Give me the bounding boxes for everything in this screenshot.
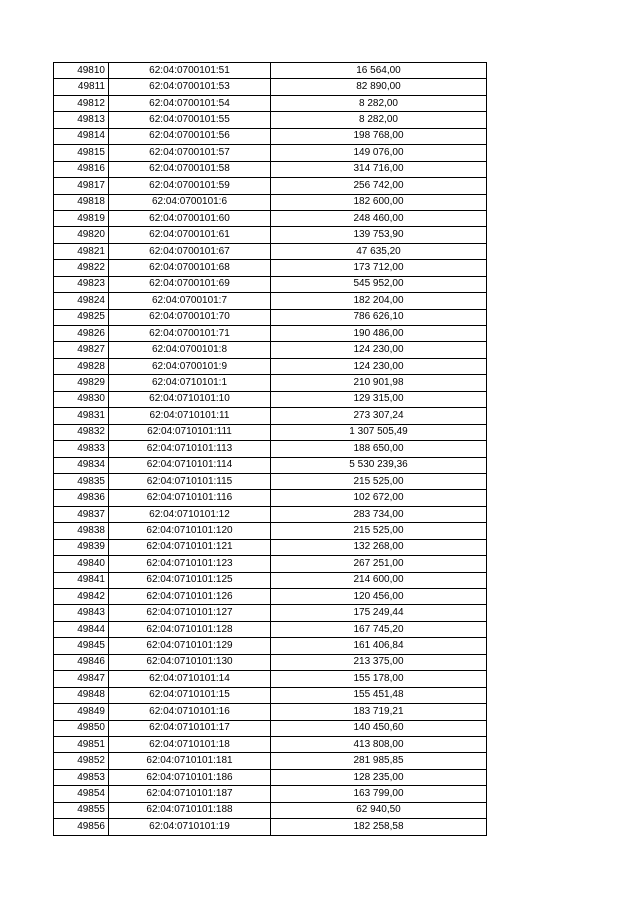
value-cell: 215 525,00 <box>271 523 487 539</box>
row-number-cell: 49848 <box>54 687 109 703</box>
row-number-cell: 49818 <box>54 194 109 210</box>
value-cell: 188 650,00 <box>271 441 487 457</box>
table-row <box>54 802 487 818</box>
row-number-cell: 49823 <box>54 276 109 292</box>
value-cell: 16 564,00 <box>271 63 487 79</box>
cadastral-number-cell: 62:04:0700101:51 <box>109 63 271 79</box>
row-number-cell: 49844 <box>54 621 109 637</box>
row-number-cell: 49827 <box>54 342 109 358</box>
table-row <box>54 63 487 79</box>
cadastral-number-cell: 62:04:0710101:114 <box>109 457 271 473</box>
cadastral-number-cell: 62:04:0710101:113 <box>109 441 271 457</box>
table-row <box>54 424 487 440</box>
row-number-cell: 49836 <box>54 490 109 506</box>
value-cell: 62 940,50 <box>271 802 487 818</box>
row-number-cell: 49852 <box>54 753 109 769</box>
row-number-cell: 49812 <box>54 95 109 111</box>
cadastral-number-cell: 62:04:0700101:56 <box>109 128 271 144</box>
row-number-cell: 49843 <box>54 605 109 621</box>
cadastral-number-cell: 62:04:0710101:15 <box>109 687 271 703</box>
table-row <box>54 293 487 309</box>
row-number-cell: 49845 <box>54 638 109 654</box>
row-number-cell: 49846 <box>54 654 109 670</box>
row-number-cell: 49837 <box>54 506 109 522</box>
row-number-cell: 49813 <box>54 112 109 128</box>
cadastral-number-cell: 62:04:0710101:125 <box>109 572 271 588</box>
table-row <box>54 523 487 539</box>
row-number-cell: 49838 <box>54 523 109 539</box>
table-row <box>54 704 487 720</box>
table-row <box>54 408 487 424</box>
value-cell: 182 600,00 <box>271 194 487 210</box>
value-cell: 314 716,00 <box>271 161 487 177</box>
table-row <box>54 145 487 161</box>
row-number-cell: 49829 <box>54 375 109 391</box>
cadastral-number-cell: 62:04:0710101:111 <box>109 424 271 440</box>
cadastral-number-cell: 62:04:0700101:7 <box>109 293 271 309</box>
value-cell: 281 985,85 <box>271 753 487 769</box>
value-cell: 215 525,00 <box>271 473 487 489</box>
row-number-cell: 49835 <box>54 473 109 489</box>
row-number-cell: 49826 <box>54 326 109 342</box>
table-row <box>54 506 487 522</box>
value-cell: 190 486,00 <box>271 326 487 342</box>
table-row <box>54 473 487 489</box>
row-number-cell: 49819 <box>54 210 109 226</box>
table-row <box>54 161 487 177</box>
row-number-cell: 49821 <box>54 243 109 259</box>
value-cell: 129 315,00 <box>271 391 487 407</box>
table-row <box>54 457 487 473</box>
cadastral-number-cell: 62:04:0710101:14 <box>109 671 271 687</box>
cadastral-number-cell: 62:04:0710101:11 <box>109 408 271 424</box>
value-cell: 1 307 505,49 <box>271 424 487 440</box>
cadastral-number-cell: 62:04:0710101:115 <box>109 473 271 489</box>
cadastral-number-cell: 62:04:0710101:128 <box>109 621 271 637</box>
table-row <box>54 260 487 276</box>
value-cell: 8 282,00 <box>271 112 487 128</box>
cadastral-number-cell: 62:04:0710101:116 <box>109 490 271 506</box>
value-cell: 210 901,98 <box>271 375 487 391</box>
cadastral-number-cell: 62:04:0700101:61 <box>109 227 271 243</box>
cadastral-number-cell: 62:04:0700101:70 <box>109 309 271 325</box>
table-row <box>54 556 487 572</box>
table-row <box>54 326 487 342</box>
value-cell: 256 742,00 <box>271 178 487 194</box>
cadastral-number-cell: 62:04:0710101:121 <box>109 539 271 555</box>
table-row <box>54 112 487 128</box>
value-cell: 149 076,00 <box>271 145 487 161</box>
cadastral-number-cell: 62:04:0710101:120 <box>109 523 271 539</box>
cadastral-number-cell: 62:04:0700101:60 <box>109 210 271 226</box>
table-row <box>54 671 487 687</box>
table-row <box>54 227 487 243</box>
value-cell: 124 230,00 <box>271 342 487 358</box>
row-number-cell: 49853 <box>54 769 109 785</box>
value-cell: 47 635,20 <box>271 243 487 259</box>
row-number-cell: 49854 <box>54 786 109 802</box>
value-cell: 124 230,00 <box>271 358 487 374</box>
table-row <box>54 638 487 654</box>
table-row <box>54 128 487 144</box>
value-cell: 214 600,00 <box>271 572 487 588</box>
table-row <box>54 375 487 391</box>
cadastral-number-cell: 62:04:0710101:17 <box>109 720 271 736</box>
table-body <box>54 63 487 836</box>
row-number-cell: 49820 <box>54 227 109 243</box>
table-row <box>54 358 487 374</box>
table-row <box>54 769 487 785</box>
value-cell: 213 375,00 <box>271 654 487 670</box>
value-cell: 5 530 239,36 <box>271 457 487 473</box>
cadastral-number-cell: 62:04:0710101:126 <box>109 589 271 605</box>
value-cell: 182 204,00 <box>271 293 487 309</box>
table-row <box>54 753 487 769</box>
table-row <box>54 736 487 752</box>
row-number-cell: 49832 <box>54 424 109 440</box>
table-row <box>54 194 487 210</box>
cadastral-number-cell: 62:04:0710101:19 <box>109 819 271 835</box>
table-row <box>54 786 487 802</box>
cadastral-number-cell: 62:04:0710101:127 <box>109 605 271 621</box>
row-number-cell: 49834 <box>54 457 109 473</box>
table-row <box>54 243 487 259</box>
value-cell: 167 745,20 <box>271 621 487 637</box>
value-cell: 545 952,00 <box>271 276 487 292</box>
table-row <box>54 819 487 835</box>
cadastral-number-cell: 62:04:0710101:130 <box>109 654 271 670</box>
cadastral-number-cell: 62:04:0710101:16 <box>109 704 271 720</box>
row-number-cell: 49842 <box>54 589 109 605</box>
cadastral-number-cell: 62:04:0710101:18 <box>109 736 271 752</box>
table-row <box>54 572 487 588</box>
row-number-cell: 49816 <box>54 161 109 177</box>
row-number-cell: 49855 <box>54 802 109 818</box>
table-row <box>54 605 487 621</box>
row-number-cell: 49850 <box>54 720 109 736</box>
cadastral-number-cell: 62:04:0700101:59 <box>109 178 271 194</box>
value-cell: 139 753,90 <box>271 227 487 243</box>
value-cell: 82 890,00 <box>271 79 487 95</box>
cadastral-number-cell: 62:04:0710101:188 <box>109 802 271 818</box>
cadastral-number-cell: 62:04:0700101:58 <box>109 161 271 177</box>
value-cell: 163 799,00 <box>271 786 487 802</box>
value-cell: 273 307,24 <box>271 408 487 424</box>
row-number-cell: 49824 <box>54 293 109 309</box>
row-number-cell: 49856 <box>54 819 109 835</box>
cadastral-number-cell: 62:04:0700101:53 <box>109 79 271 95</box>
table-row <box>54 589 487 605</box>
row-number-cell: 49815 <box>54 145 109 161</box>
table-row <box>54 490 487 506</box>
value-cell: 413 808,00 <box>271 736 487 752</box>
value-cell: 183 719,21 <box>271 704 487 720</box>
row-number-cell: 49839 <box>54 539 109 555</box>
cadastral-number-cell: 62:04:0700101:68 <box>109 260 271 276</box>
table-row <box>54 621 487 637</box>
row-number-cell: 49830 <box>54 391 109 407</box>
table-row <box>54 95 487 111</box>
table-row <box>54 720 487 736</box>
row-number-cell: 49831 <box>54 408 109 424</box>
row-number-cell: 49841 <box>54 572 109 588</box>
cadastral-number-cell: 62:04:0700101:8 <box>109 342 271 358</box>
value-cell: 8 282,00 <box>271 95 487 111</box>
value-cell: 267 251,00 <box>271 556 487 572</box>
table-row <box>54 79 487 95</box>
value-cell: 140 450,60 <box>271 720 487 736</box>
value-cell: 248 460,00 <box>271 210 487 226</box>
cadastral-number-cell: 62:04:0700101:69 <box>109 276 271 292</box>
table-row <box>54 391 487 407</box>
row-number-cell: 49828 <box>54 358 109 374</box>
cadastral-number-cell: 62:04:0700101:67 <box>109 243 271 259</box>
value-cell: 102 672,00 <box>271 490 487 506</box>
row-number-cell: 49825 <box>54 309 109 325</box>
row-number-cell: 49822 <box>54 260 109 276</box>
cadastral-number-cell: 62:04:0710101:129 <box>109 638 271 654</box>
value-cell: 786 626,10 <box>271 309 487 325</box>
cadastral-number-cell: 62:04:0700101:9 <box>109 358 271 374</box>
value-cell: 198 768,00 <box>271 128 487 144</box>
value-cell: 120 456,00 <box>271 589 487 605</box>
cadastral-number-cell: 62:04:0700101:71 <box>109 326 271 342</box>
table-row <box>54 309 487 325</box>
table-row <box>54 441 487 457</box>
row-number-cell: 49849 <box>54 704 109 720</box>
data-table <box>53 62 487 836</box>
cadastral-number-cell: 62:04:0710101:187 <box>109 786 271 802</box>
value-cell: 155 178,00 <box>271 671 487 687</box>
row-number-cell: 49817 <box>54 178 109 194</box>
table-row <box>54 178 487 194</box>
cadastral-number-cell: 62:04:0700101:55 <box>109 112 271 128</box>
table-row <box>54 687 487 703</box>
cadastral-number-cell: 62:04:0710101:12 <box>109 506 271 522</box>
row-number-cell: 49811 <box>54 79 109 95</box>
cadastral-number-cell: 62:04:0710101:123 <box>109 556 271 572</box>
cadastral-number-cell: 62:04:0700101:57 <box>109 145 271 161</box>
row-number-cell: 49840 <box>54 556 109 572</box>
value-cell: 161 406,84 <box>271 638 487 654</box>
cadastral-number-cell: 62:04:0710101:1 <box>109 375 271 391</box>
row-number-cell: 49851 <box>54 736 109 752</box>
value-cell: 132 268,00 <box>271 539 487 555</box>
table-row <box>54 342 487 358</box>
cadastral-number-cell: 62:04:0710101:186 <box>109 769 271 785</box>
row-number-cell: 49810 <box>54 63 109 79</box>
cadastral-number-cell: 62:04:0710101:10 <box>109 391 271 407</box>
table-row <box>54 539 487 555</box>
value-cell: 283 734,00 <box>271 506 487 522</box>
table-row <box>54 276 487 292</box>
cadastral-number-cell: 62:04:0710101:181 <box>109 753 271 769</box>
cadastral-number-cell: 62:04:0700101:54 <box>109 95 271 111</box>
value-cell: 155 451,48 <box>271 687 487 703</box>
row-number-cell: 49847 <box>54 671 109 687</box>
table-row <box>54 210 487 226</box>
cadastral-number-cell: 62:04:0700101:6 <box>109 194 271 210</box>
value-cell: 175 249,44 <box>271 605 487 621</box>
table-row <box>54 654 487 670</box>
value-cell: 128 235,00 <box>271 769 487 785</box>
value-cell: 182 258,58 <box>271 819 487 835</box>
row-number-cell: 49814 <box>54 128 109 144</box>
value-cell: 173 712,00 <box>271 260 487 276</box>
row-number-cell: 49833 <box>54 441 109 457</box>
